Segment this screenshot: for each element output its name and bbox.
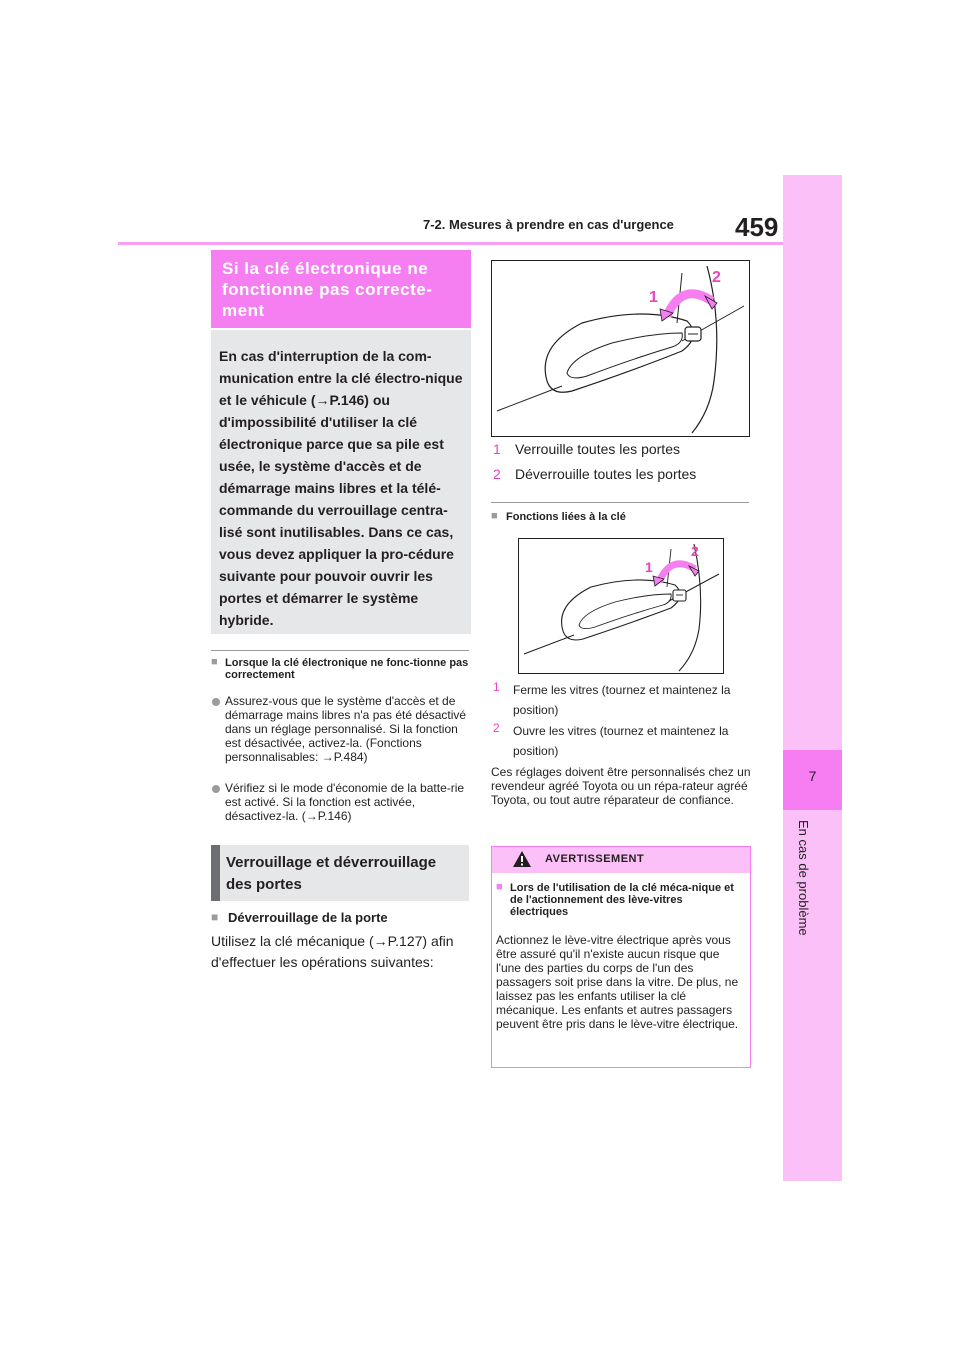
square-bullet-icon: ■ — [211, 656, 218, 668]
section-title: 7-2. Mesures à prendre en cas d'urgence — [423, 217, 674, 232]
step-number: 2 — [493, 721, 500, 735]
figure-label: 2 — [712, 269, 721, 286]
page-number: 459 — [735, 212, 779, 242]
step-text: Ouvre les vitres (tournez et maintenez la position) — [513, 724, 729, 758]
note-heading: Lorsque la clé électronique ne fonc-tionne pas correctement — [225, 657, 469, 681]
square-bullet-icon: ■ — [211, 910, 219, 924]
door-handle-figure-2 — [518, 538, 724, 674]
intro-text: En cas d'interruption de la com-munication entre la clé électro-nique et le véhicule (→P.146) ou d'impossibilité d'utiliser la clé électronique parce que sa pile est usée, le système d'accès et de démarrage mains libres et la télé-commande du verrouillage centra-lisé sont inutilisables. Dans ce cas, vous devez appliquer la pro-cédure suivante pour pouvoir ouvrir les portes et démarrer le système hybride. — [219, 348, 463, 628]
divider — [211, 650, 469, 651]
unlock-heading: Déverrouillage de la porte — [228, 910, 388, 925]
warning-heading: Lors de l'utilisation de la clé méca-nique et de l'actionnement des lève-vitres électriques — [510, 882, 734, 918]
step-number: 1 — [493, 441, 501, 457]
step-item — [493, 680, 751, 720]
key-functions-heading: Fonctions liées à la clé — [506, 511, 626, 523]
warning-text: Actionnez le lève-vitre électrique après vous être assuré qu'il n'existe aucun risque que l'une des parties du corps de l'un des passagers soit prise dans la vitre. De plus, ne laissez pas les enfants utiliser la clé mécanique. Les enfants et autres passagers peuvent être pris dans le lève-vitre électrique. — [496, 933, 739, 1031]
step-text: Verrouille toutes les portes — [515, 441, 680, 457]
chapter-label: En cas de problème — [796, 820, 811, 936]
unlock-text: Utilisez la clé mécanique (→P.127) afin d'effectuer les opérations suivantes: — [211, 933, 454, 970]
step-item — [493, 721, 751, 761]
figure-label: 1 — [645, 559, 653, 575]
circle-bullet-icon — [212, 698, 220, 706]
square-bullet-icon: ■ — [496, 881, 503, 893]
step-text: Ferme les vitres (tournez et maintenez la position) — [513, 683, 731, 717]
settings-note: Ces réglages doivent être personnalisés chez un revendeur agréé Toyota ou un répa-rateur agréé Toyota, ou tout autre réparateur de confiance. — [491, 765, 751, 807]
step-text: Déverrouille toutes les portes — [515, 466, 697, 482]
header-rule — [118, 242, 783, 245]
door-handle-illustration — [519, 539, 723, 673]
gray-heading: Verrouillage et déverrouillage des portes — [226, 854, 437, 893]
chapter-tab-strip — [783, 175, 842, 1181]
pink-heading: Si la clé électronique ne fonctionne pas correcte-ment — [222, 259, 433, 320]
warning-label: AVERTISSEMENT — [545, 853, 645, 865]
divider — [491, 502, 749, 503]
bullet-item: Assurez-vous que le système d'accès et de démarrage mains libres n'a pas été désactivé dans un réglage personnalisé. Si la fonction est désactivée, activez-la. (Fonctions personnalisables: →P.484) — [225, 694, 467, 764]
circle-bullet-icon — [212, 785, 220, 793]
warning-triangle-icon — [512, 850, 532, 868]
chapter-number: 7 — [808, 768, 817, 784]
door-handle-figure-1 — [491, 260, 750, 437]
figure-label: 1 — [649, 289, 658, 306]
gray-heading-bar — [211, 845, 220, 901]
step-number: 1 — [493, 680, 500, 694]
square-bullet-icon: ■ — [491, 510, 498, 522]
door-handle-illustration — [492, 261, 749, 436]
bullet-item: Vérifiez si le mode d'économie de la batte-rie est activé. Si la fonction est activée, désactivez-la. (→P.146) — [225, 781, 465, 823]
step-number: 2 — [493, 466, 501, 482]
figure-label: 2 — [691, 543, 699, 559]
step-item — [493, 441, 753, 457]
step-item — [493, 466, 753, 482]
